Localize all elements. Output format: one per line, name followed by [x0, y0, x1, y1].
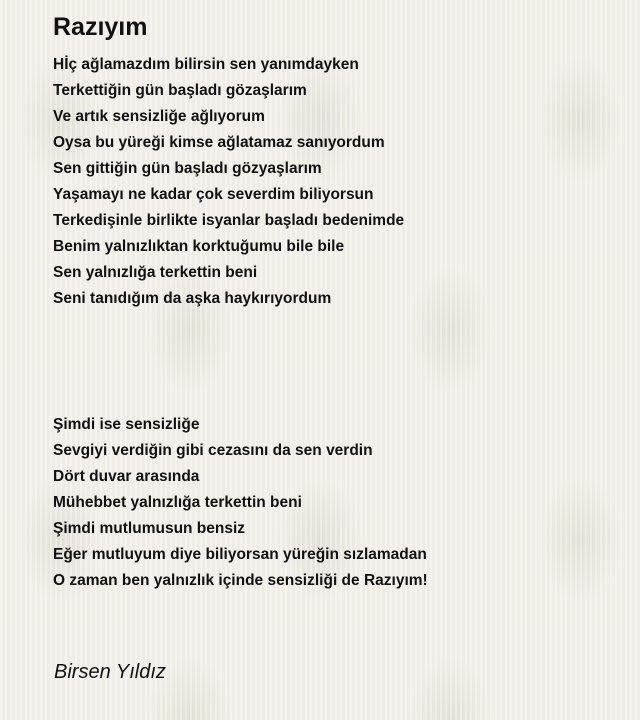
- poem-line: Mühebbet yalnızlığa terkettin beni: [53, 494, 302, 511]
- poem-line: Yaşamayı ne kadar çok severdim biliyorsun: [53, 186, 374, 203]
- poem-line: Oysa bu yüreği kimse ağlatamaz sanıyordum: [53, 134, 385, 151]
- poem-line: O zaman ben yalnızlık içinde sensizliği de Razıyım!: [53, 572, 428, 589]
- poem-title: Razıyım: [53, 13, 148, 41]
- poem-line: Hİç ağlamazdım bilirsin sen yanımdayken: [53, 56, 359, 73]
- poem-line: Şimdi mutlumusun bensiz: [53, 520, 246, 537]
- poem-line: Eğer mutluyum diye biliyorsan yüreğin sızlamadan: [53, 546, 427, 563]
- poem-line: Sen gittiğin gün başladı gözyaşlarım: [53, 160, 322, 177]
- poem-author: Birsen Yıldız: [54, 661, 166, 683]
- poem-line: Dört duvar arasında: [53, 468, 200, 485]
- poem-line: Ve artık sensizliğe ağlıyorum: [53, 108, 265, 125]
- poem-line: Seni tanıdığım da aşka haykırıyordum: [53, 290, 332, 307]
- poem-line: Terkettiğin gün başladı gözaşlarım: [53, 82, 307, 99]
- stanza-1: [53, 52, 404, 312]
- poem-line: Sen yalnızlığa terkettin beni: [53, 264, 258, 281]
- poem-line: Sevgiyi verdiğin gibi cezasını da sen verdin: [53, 442, 373, 459]
- stanza-2: [53, 412, 428, 594]
- poem-line: Benim yalnızlıktan korktuğumu bile bile: [53, 238, 345, 255]
- poem-line: Terkedişinle birlikte isyanlar başladı bedenimde: [53, 212, 405, 229]
- poem-line: Şimdi ise sensizliğe: [53, 416, 200, 433]
